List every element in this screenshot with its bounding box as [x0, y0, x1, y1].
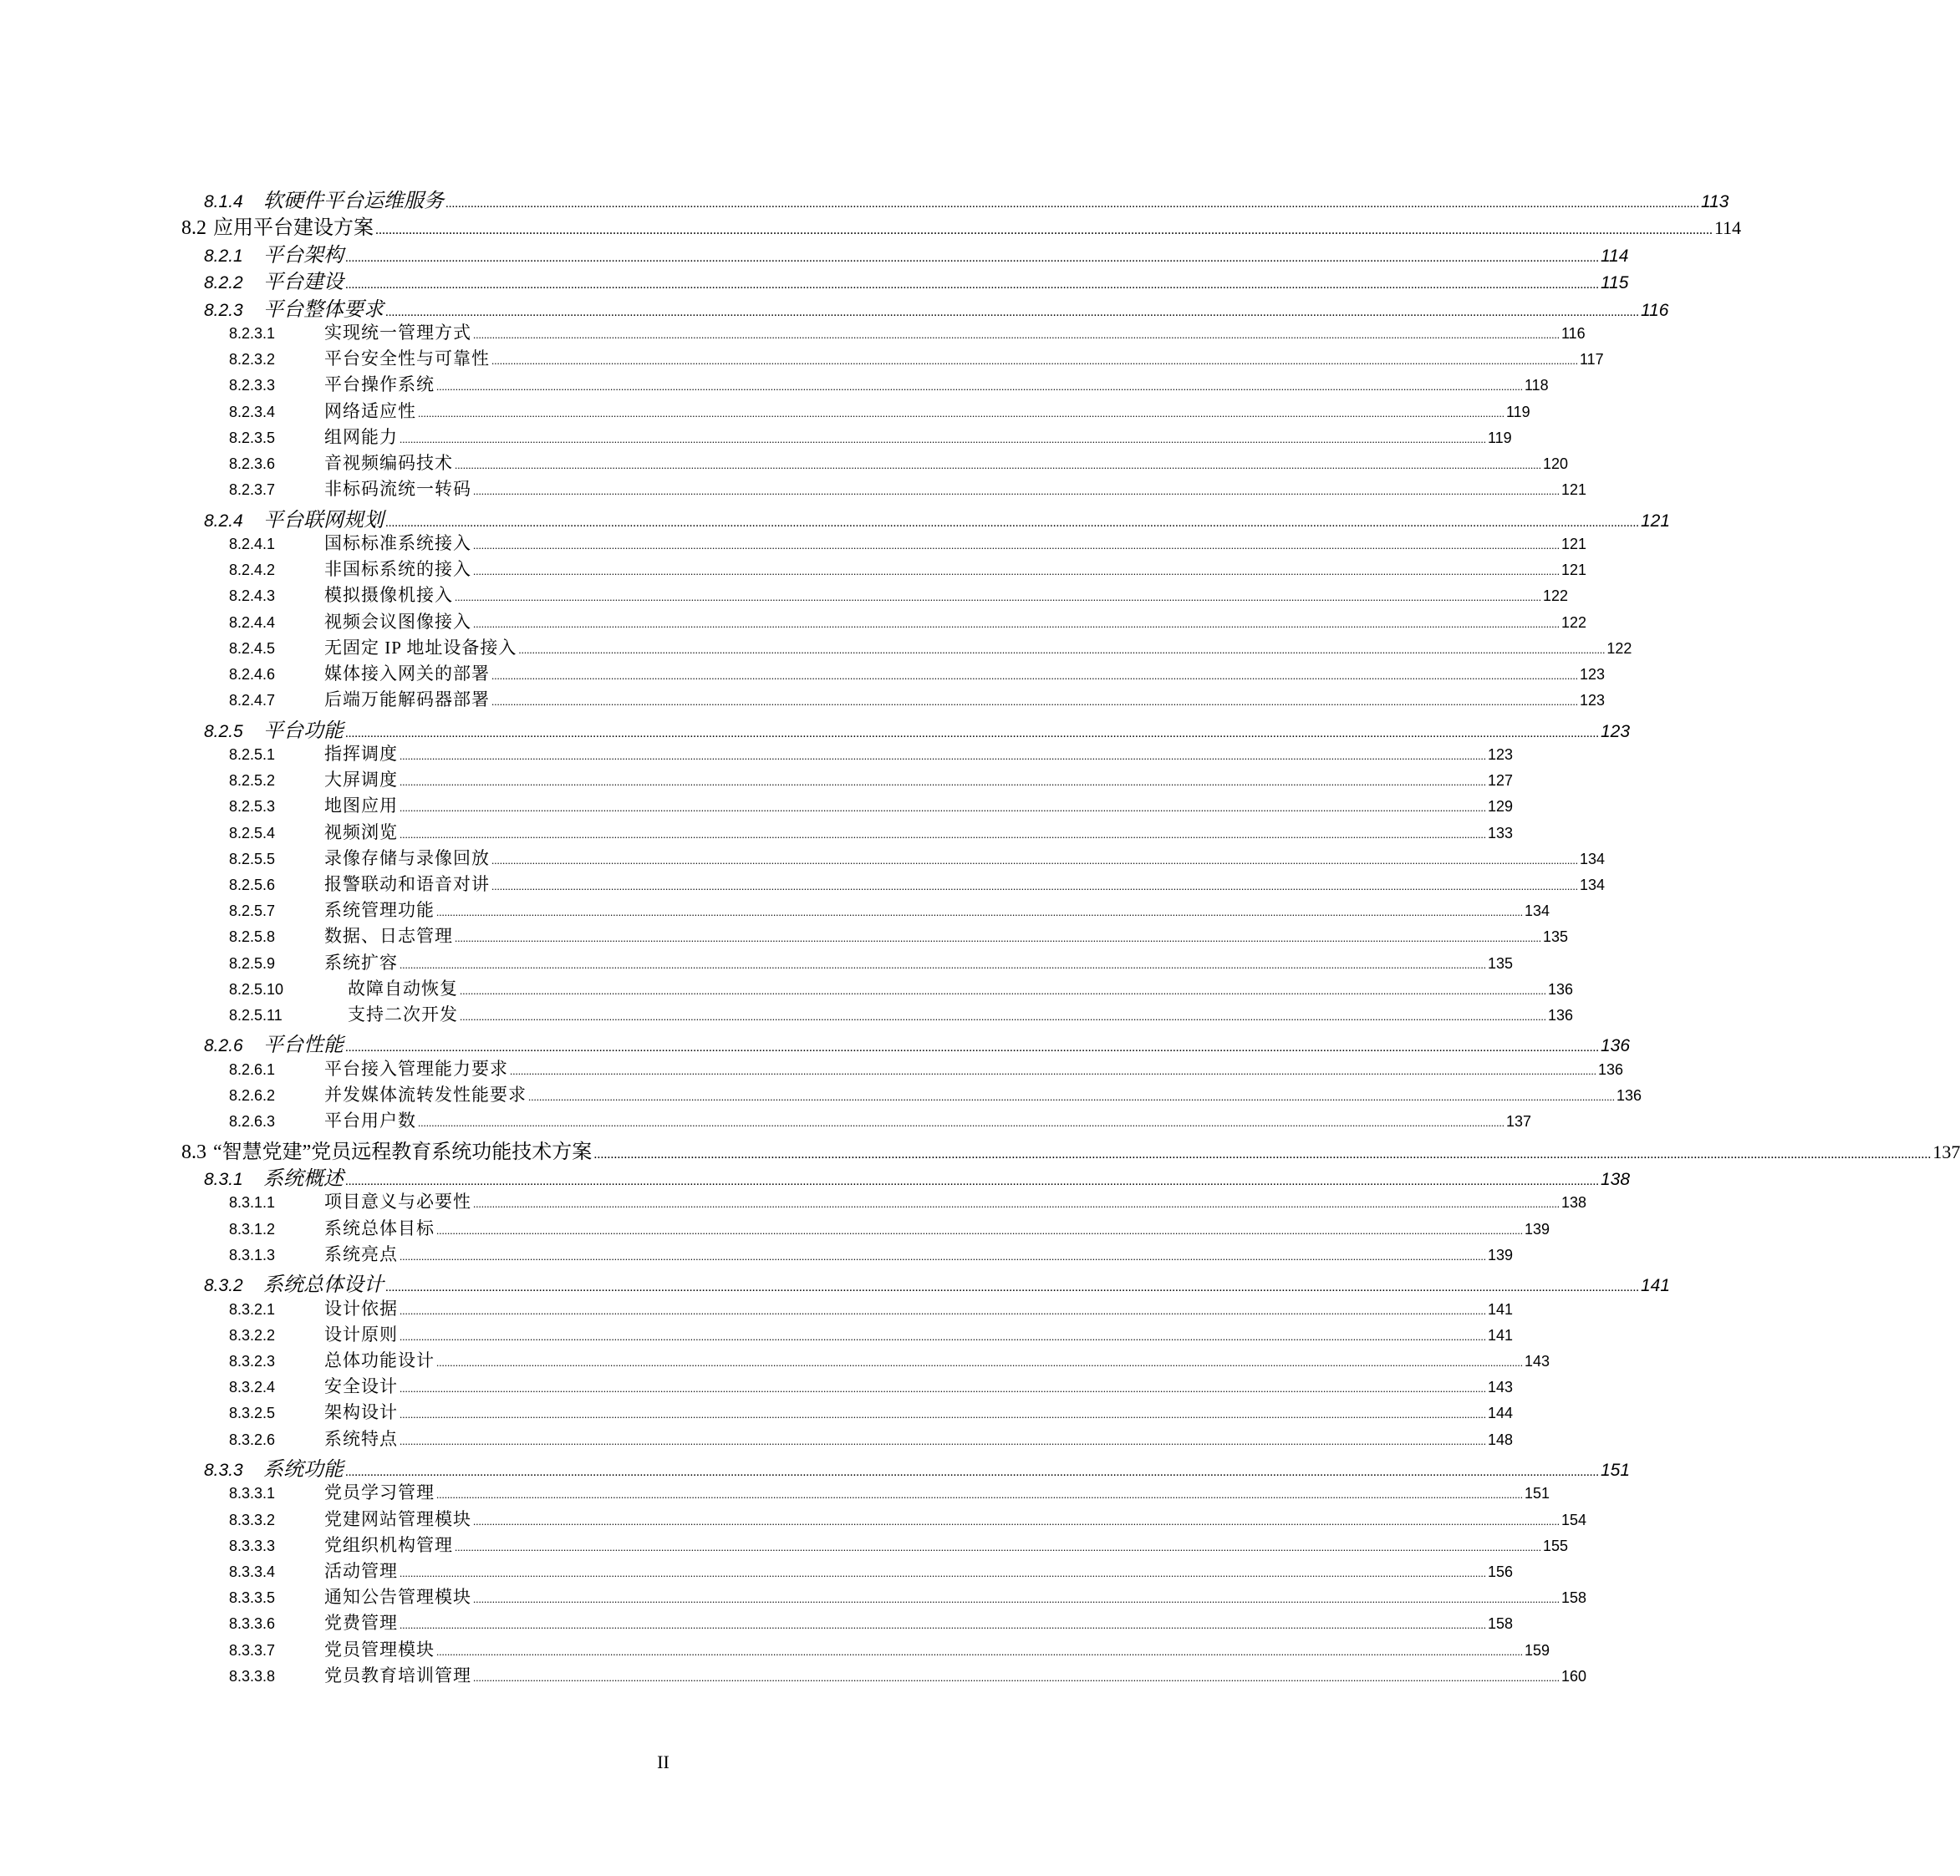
toc-entry-page-number: 123	[1580, 692, 1606, 709]
toc-entry-level-4[interactable]	[229, 819, 1514, 845]
toc-entry-number: 8.2.3	[204, 301, 243, 320]
toc-entry-level-4[interactable]	[229, 1295, 1514, 1321]
toc-entry-number: 8.3.3.8	[229, 1668, 276, 1685]
toc-entry-title: 应用平台建设方案	[213, 217, 374, 239]
toc-entry-level-4[interactable]	[229, 1347, 1550, 1373]
toc-entry-page-number: 116	[1641, 301, 1669, 320]
toc-entry-page-number: 141	[1488, 1301, 1514, 1318]
toc-dot-leader: ................................................................................................................................................................................................................................................................................................................................................................................................................	[436, 1488, 1523, 1501]
toc-dot-leader: ................................................................................................................................................................................................................................................................................................................................................................................................................	[460, 1010, 1546, 1023]
toc-entry-level-4[interactable]	[229, 1426, 1514, 1451]
toc-dot-leader: ................................................................................................................................................................................................................................................................................................................................................................................................................	[400, 1408, 1486, 1421]
toc-entry-level-4[interactable]	[229, 1532, 1569, 1558]
toc-entry-level-4[interactable]	[229, 1055, 1624, 1081]
toc-entry-title: 系统功能	[263, 1459, 344, 1481]
toc-entry-page-number: 136	[1548, 1007, 1574, 1024]
toc-entry-title: 平台联网规划	[263, 510, 384, 531]
toc-entry-number: 8.3.3.3	[229, 1538, 276, 1554]
toc-entry-page-number: 137	[1506, 1113, 1532, 1130]
toc-entry-page-number: 113	[1701, 192, 1729, 211]
toc-dot-leader: ................................................................................................................................................................................................................................................................................................................................................................................................................	[400, 958, 1486, 971]
toc-dot-leader: ................................................................................................................................................................................................................................................................................................................................................................................................................	[385, 516, 1639, 530]
toc-entry-title: 项目意义与必要性	[324, 1192, 471, 1212]
toc-entry-title: 模拟摄像机接入	[324, 585, 453, 605]
toc-entry-number: 8.3.3	[204, 1461, 243, 1480]
toc-dot-leader: ................................................................................................................................................................................................................................................................................................................................................................................................................	[491, 854, 1578, 867]
toc-entry-number: 8.2.5	[204, 722, 243, 741]
toc-dot-leader: ................................................................................................................................................................................................................................................................................................................................................................................................................	[473, 1515, 1560, 1528]
toc-entry-number: 8.3.1.1	[229, 1194, 276, 1211]
toc-entry-level-4[interactable]	[229, 1373, 1514, 1399]
toc-entry-title: 系统总体设计	[263, 1274, 384, 1296]
toc-dot-leader: ................................................................................................................................................................................................................................................................................................................................................................................................................	[436, 1224, 1523, 1237]
toc-entry-page-number: 119	[1506, 404, 1530, 420]
toc-entry-level-4[interactable]	[229, 792, 1514, 818]
toc-entry-title: 设计原则	[324, 1324, 398, 1345]
toc-entry-title: 网络适应性	[324, 401, 416, 421]
toc-entry-level-4[interactable]	[229, 398, 1530, 424]
toc-entry-number: 8.2.5.9	[229, 955, 276, 972]
toc-entry-title: 系统总体目标	[324, 1218, 435, 1238]
toc-entry-page-number: 160	[1561, 1668, 1587, 1685]
toc-entry-level-4[interactable]	[229, 475, 1587, 501]
toc-dot-leader: ................................................................................................................................................................................................................................................................................................................................................................................................................	[385, 1281, 1639, 1294]
toc-entry-level-4[interactable]	[229, 424, 1512, 450]
toc-entry-level-4[interactable]	[229, 319, 1586, 345]
toc-entry-page-number: 136	[1598, 1061, 1624, 1078]
toc-entry-number: 8.2.4.4	[229, 614, 276, 631]
toc-entry-page-number: 120	[1543, 455, 1569, 472]
toc-entry-page-number: 154	[1561, 1512, 1587, 1528]
toc-entry-page-number: 144	[1488, 1405, 1514, 1421]
toc-entry-page-number: 122	[1543, 587, 1569, 604]
toc-entry-number: 8.2.3.4	[229, 404, 276, 420]
toc-entry-title: 平台整体要求	[263, 299, 384, 321]
toc-entry-page-number: 114	[1601, 247, 1629, 266]
toc-dot-leader: ................................................................................................................................................................................................................................................................................................................................................................................................................	[418, 407, 1504, 419]
toc-entry-title: 国标标准系统接入	[324, 533, 471, 553]
toc-entry-page-number: 141	[1488, 1327, 1514, 1344]
toc-entry-page-number: 151	[1525, 1485, 1550, 1502]
toc-dot-leader: ................................................................................................................................................................................................................................................................................................................................................................................................................	[400, 775, 1486, 788]
toc-entry-number: 8.2.6.2	[229, 1087, 276, 1104]
toc-entry-title: 系统扩容	[324, 953, 398, 973]
toc-entry-level-4[interactable]	[229, 686, 1606, 712]
toc-entry-page-number: 134	[1580, 877, 1606, 893]
toc-entry-number: 8.2.4.2	[229, 562, 276, 578]
toc-entry-number: 8.2.5.6	[229, 877, 276, 893]
toc-entry-page-number: 158	[1561, 1589, 1587, 1606]
toc-entry-level-4[interactable]	[229, 923, 1569, 948]
toc-entry-level-4[interactable]	[229, 1399, 1514, 1425]
toc-entry-number: 8.2.5.4	[229, 825, 276, 841]
toc-entry-title: 党员管理模块	[324, 1640, 435, 1660]
toc-entry-level-4[interactable]	[229, 660, 1606, 686]
toc-entry-page-number: 134	[1580, 851, 1606, 867]
toc-entry-level-3[interactable]	[204, 1268, 1671, 1296]
toc-entry-page-number: 156	[1488, 1563, 1514, 1580]
toc-entry-number: 8.3.3.4	[229, 1563, 276, 1580]
toc-entry-number: 8.2.3.2	[229, 351, 276, 368]
toc-entry-level-4[interactable]	[229, 1321, 1514, 1347]
toc-entry-level-4[interactable]	[229, 897, 1550, 923]
toc-entry-title: 非国标系统的接入	[324, 559, 471, 579]
toc-entry-page-number: 121	[1561, 536, 1587, 552]
toc-dot-leader: ................................................................................................................................................................................................................................................................................................................................................................................................................	[491, 880, 1578, 892]
toc-dot-leader: ................................................................................................................................................................................................................................................................................................................................................................................................................	[473, 539, 1560, 552]
toc-entry-level-4[interactable]	[229, 1479, 1550, 1505]
toc-entry-number: 8.2.5.11	[229, 1007, 283, 1024]
toc-dot-leader: ................................................................................................................................................................................................................................................................................................................................................................................................................	[528, 1091, 1615, 1103]
toc-entry-page-number: 141	[1641, 1276, 1671, 1295]
toc-entry-number: 8.2.5.8	[229, 928, 276, 945]
toc-dot-leader: ................................................................................................................................................................................................................................................................................................................................................................................................................	[436, 906, 1523, 918]
toc-entry-title: 系统亮点	[324, 1244, 398, 1264]
toc-entry-level-4[interactable]	[229, 1107, 1532, 1133]
toc-entry-title: 后端万能解码器部署	[324, 689, 490, 709]
toc-entry-number: 8.2	[181, 217, 206, 239]
toc-entry-title: 总体功能设计	[324, 1350, 435, 1370]
toc-dot-leader: ................................................................................................................................................................................................................................................................................................................................................................................................................	[455, 1541, 1541, 1553]
toc-entry-page-number: 123	[1488, 746, 1514, 763]
toc-entry-number: 8.2.4.3	[229, 587, 276, 604]
toc-entry-level-2[interactable]	[181, 1135, 1960, 1163]
toc-entry-page-number: 121	[1561, 562, 1587, 578]
toc-dot-leader: ................................................................................................................................................................................................................................................................................................................................................................................................................	[455, 932, 1541, 944]
toc-dot-leader: ................................................................................................................................................................................................................................................................................................................................................................................................................	[473, 1593, 1560, 1605]
toc-entry-title: 音视频编码技术	[324, 453, 453, 473]
toc-entry-title: 平台功能	[263, 720, 344, 742]
toc-entry-number: 8.2.4	[204, 511, 243, 531]
toc-entry-page-number: 137	[1932, 1141, 1960, 1162]
toc-entry-title: 媒体接入网关的部署	[324, 663, 490, 684]
toc-dot-leader: ................................................................................................................................................................................................................................................................................................................................................................................................................	[385, 306, 1639, 319]
toc-dot-leader: ................................................................................................................................................................................................................................................................................................................................................................................................................	[473, 1671, 1560, 1684]
toc-dot-leader: ................................................................................................................................................................................................................................................................................................................................................................................................................	[510, 1065, 1596, 1077]
toc-entry-page-number: 135	[1488, 955, 1514, 972]
toc-entry-page-number: 121	[1641, 511, 1671, 531]
toc-entry-level-4[interactable]	[229, 582, 1569, 608]
toc-entry-number: 8.2.5.7	[229, 902, 276, 919]
toc-entry-number: 8.2.4.7	[229, 692, 276, 709]
toc-dot-leader: ................................................................................................................................................................................................................................................................................................................................................................................................................	[491, 695, 1578, 708]
toc-entry-title: 党组织机构管理	[324, 1535, 453, 1555]
toc-entry-title: 党费管理	[324, 1613, 398, 1633]
toc-entry-title: 平台性能	[263, 1035, 344, 1056]
toc-entry-page-number: 135	[1543, 928, 1569, 945]
toc-entry-number: 8.2.3.6	[229, 455, 276, 472]
toc-entry-page-number: 158	[1488, 1615, 1514, 1632]
toc-entry-title: 支持二次开发	[348, 1004, 458, 1024]
toc-entry-title: 视频会议图像接入	[324, 612, 471, 632]
toc-entry-number: 8.2.4.1	[229, 536, 276, 552]
toc-entry-page-number: 123	[1601, 722, 1631, 741]
toc-entry-level-3[interactable]	[204, 1028, 1631, 1056]
toc-entry-page-number: 139	[1525, 1221, 1550, 1238]
toc-entry-level-4[interactable]	[229, 740, 1514, 766]
toc-entry-title: 活动管理	[324, 1561, 398, 1581]
toc-entry-page-number: 148	[1488, 1431, 1514, 1448]
toc-entry-number: 8.2.1	[204, 247, 243, 266]
toc-entry-title: 平台接入管理能力要求	[324, 1059, 508, 1079]
toc-dot-leader: ................................................................................................................................................................................................................................................................................................................................................................................................................	[418, 1116, 1504, 1129]
toc-entry-page-number: 121	[1561, 481, 1587, 498]
toc-entry-title: 通知公告管理模块	[324, 1587, 471, 1607]
toc-entry-number: 8.2.5.5	[229, 851, 276, 867]
toc-entry-level-4[interactable]	[229, 1001, 1574, 1027]
toc-entry-title: 设计依据	[324, 1299, 398, 1319]
toc-dot-leader: ................................................................................................................................................................................................................................................................................................................................................................................................................	[436, 380, 1523, 393]
toc-entry-page-number: 138	[1601, 1170, 1631, 1189]
toc-entry-title: 安全设计	[324, 1376, 398, 1396]
toc-dot-leader: ................................................................................................................................................................................................................................................................................................................................................................................................................	[345, 1466, 1599, 1479]
toc-entry-level-3[interactable]	[204, 292, 1669, 321]
toc-dot-leader: ................................................................................................................................................................................................................................................................................................................................................................................................................	[400, 1567, 1486, 1579]
toc-dot-leader: ................................................................................................................................................................................................................................................................................................................................................................................................................	[473, 328, 1560, 341]
toc-entry-page-number: 136	[1601, 1036, 1631, 1055]
toc-entry-title: 架构设计	[324, 1402, 398, 1422]
toc-dot-leader: ................................................................................................................................................................................................................................................................................................................................................................................................................	[400, 750, 1486, 762]
toc-dot-leader: ................................................................................................................................................................................................................................................................................................................................................................................................................	[473, 485, 1560, 497]
toc-dot-leader: ................................................................................................................................................................................................................................................................................................................................................................................................................	[518, 643, 1606, 656]
toc-entry-number: 8.3.3.5	[229, 1589, 276, 1606]
toc-entry-number: 8.3.1.3	[229, 1247, 276, 1263]
toc-entry-level-3[interactable]	[204, 714, 1631, 742]
toc-entry-level-3[interactable]	[204, 184, 1729, 212]
toc-entry-level-4[interactable]	[229, 1584, 1587, 1609]
toc-entry-number: 8.2.3.1	[229, 325, 276, 342]
toc-entry-title: 无固定 IP 地址设备接入	[324, 638, 517, 658]
toc-entry-title: 系统特点	[324, 1429, 398, 1449]
toc-entry-level-4[interactable]	[229, 371, 1549, 397]
toc-entry-title: 组网能力	[324, 427, 398, 447]
page-number-footer: II	[657, 1751, 669, 1772]
toc-entry-level-4[interactable]	[229, 1662, 1587, 1688]
toc-entry-number: 8.3.1	[204, 1170, 243, 1189]
toc-entry-title: 党员教育培训管理	[324, 1665, 471, 1685]
toc-entry-number: 8.3.2.6	[229, 1431, 276, 1448]
toc-dot-leader: ................................................................................................................................................................................................................................................................................................................................................................................................................	[345, 1041, 1599, 1055]
toc-dot-leader: ................................................................................................................................................................................................................................................................................................................................................................................................................	[436, 1645, 1523, 1658]
toc-dot-leader: ................................................................................................................................................................................................................................................................................................................................................................................................................	[473, 1197, 1560, 1210]
toc-entry-page-number: 117	[1580, 351, 1604, 368]
toc-entry-level-4[interactable]	[229, 975, 1574, 1001]
toc-entry-title: 数据、日志管理	[324, 926, 453, 946]
toc-entry-number: 8.2.3.7	[229, 481, 276, 498]
toc-entry-title: 指挥调度	[324, 744, 398, 764]
toc-entry-level-4[interactable]	[229, 608, 1587, 634]
toc-entry-number: 8.2.4.5	[229, 640, 276, 657]
toc-entry-page-number: 134	[1525, 902, 1550, 919]
toc-entry-number: 8.3.3.7	[229, 1642, 276, 1659]
toc-entry-level-3[interactable]	[204, 503, 1671, 531]
toc-entry-number: 8.3.2	[204, 1276, 243, 1295]
toc-entry-number: 8.3.2.5	[229, 1405, 276, 1421]
toc-entry-level-4[interactable]	[229, 949, 1514, 975]
toc-entry-page-number: 136	[1548, 981, 1574, 998]
toc-entry-title: 平台架构	[263, 245, 344, 267]
toc-entry-page-number: 118	[1525, 377, 1549, 394]
toc-entry-title: 录像存储与录像回放	[324, 848, 490, 868]
toc-entry-number: 8.2.5.10	[229, 981, 284, 998]
toc-dot-leader: ................................................................................................................................................................................................................................................................................................................................................................................................................	[473, 565, 1560, 577]
toc-dot-leader: ................................................................................................................................................................................................................................................................................................................................................................................................................	[345, 727, 1599, 740]
toc-entry-title: 并发媒体流转发性能要求	[324, 1085, 527, 1105]
toc-entry-number: 8.3.2.4	[229, 1379, 276, 1396]
toc-entry-page-number: 127	[1488, 772, 1514, 789]
toc-entry-title: 党建网站管理模块	[324, 1509, 471, 1529]
toc-dot-leader: ................................................................................................................................................................................................................................................................................................................................................................................................................	[445, 197, 1699, 211]
toc-entry-page-number: 136	[1616, 1087, 1642, 1104]
toc-dot-leader: ................................................................................................................................................................................................................................................................................................................................................................................................................	[400, 1304, 1486, 1317]
toc-entry-number: 8.2.5.2	[229, 772, 276, 789]
toc-entry-level-4[interactable]	[229, 1558, 1514, 1584]
toc-entry-number: 8.3	[181, 1141, 206, 1163]
toc-entry-title: 平台建设	[263, 272, 344, 293]
toc-dot-leader: ................................................................................................................................................................................................................................................................................................................................................................................................................	[491, 669, 1578, 682]
toc-entry-page-number: 129	[1488, 798, 1514, 815]
toc-entry-level-4[interactable]	[229, 1609, 1514, 1635]
toc-entry-level-4[interactable]	[229, 766, 1514, 792]
toc-entry-level-3[interactable]	[204, 1452, 1631, 1481]
toc-dot-leader: ................................................................................................................................................................................................................................................................................................................................................................................................................	[400, 1382, 1486, 1395]
toc-entry-page-number: 114	[1714, 217, 1742, 238]
toc-entry-level-4[interactable]	[229, 450, 1569, 475]
toc-entry-page-number: 116	[1561, 325, 1586, 342]
toc-entry-page-number: 122	[1561, 614, 1587, 631]
toc-entry-number: 8.2.3.3	[229, 377, 276, 394]
toc-entry-title: 党员学习管理	[324, 1482, 435, 1502]
toc-entry-page-number: 159	[1525, 1642, 1550, 1659]
toc-entry-title: 平台安全性与可靠性	[324, 348, 490, 369]
toc-entry-number: 8.2.3.5	[229, 430, 276, 446]
toc-entry-level-4[interactable]	[229, 845, 1606, 871]
toc-entry-number: 8.3.3.2	[229, 1512, 276, 1528]
toc-entry-level-2[interactable]	[181, 211, 1742, 239]
toc-entry-page-number: 143	[1488, 1379, 1514, 1396]
toc-dot-leader: ................................................................................................................................................................................................................................................................................................................................................................................................................	[491, 354, 1578, 367]
toc-entry-level-4[interactable]	[229, 1636, 1550, 1662]
toc-entry-level-4[interactable]	[229, 556, 1587, 582]
toc-entry-number: 8.2.6.1	[229, 1061, 276, 1078]
toc-entry-title: 故障自动恢复	[348, 979, 458, 999]
toc-dot-leader: ................................................................................................................................................................................................................................................................................................................................................................................................................	[460, 984, 1546, 997]
toc-dot-leader: ................................................................................................................................................................................................................................................................................................................................................................................................................	[473, 618, 1560, 630]
toc-entry-number: 8.3.3.1	[229, 1485, 276, 1502]
toc-dot-leader: ................................................................................................................................................................................................................................................................................................................................................................................................................	[345, 1175, 1599, 1188]
toc-entry-level-4[interactable]	[229, 1215, 1550, 1241]
toc-entry-number: 8.2.5.3	[229, 798, 276, 815]
toc-entry-page-number: 133	[1488, 825, 1514, 841]
toc-entry-level-4[interactable]	[229, 1241, 1514, 1267]
toc-dot-leader: ................................................................................................................................................................................................................................................................................................................................................................................................................	[436, 1356, 1523, 1369]
toc-entry-page-number: 139	[1488, 1247, 1514, 1263]
toc-entry-page-number: 138	[1561, 1194, 1587, 1211]
toc-dot-leader: ................................................................................................................................................................................................................................................................................................................................................................................................................	[345, 252, 1599, 265]
toc-entry-page-number: 155	[1543, 1538, 1569, 1554]
toc-entry-level-4[interactable]	[229, 871, 1606, 897]
toc-entry-number: 8.3.1.2	[229, 1221, 276, 1238]
toc-entry-number: 8.2.5.1	[229, 746, 276, 763]
toc-entry-number: 8.1.4	[204, 192, 243, 211]
toc-entry-number: 8.3.2.1	[229, 1301, 276, 1318]
toc-entry-page-number: 115	[1601, 273, 1629, 292]
toc-entry-page-number: 151	[1601, 1461, 1631, 1480]
toc-dot-leader: ................................................................................................................................................................................................................................................................................................................................................................................................................	[400, 433, 1486, 445]
toc-dot-leader: ................................................................................................................................................................................................................................................................................................................................................................................................................	[400, 1250, 1486, 1263]
toc-dot-leader: ................................................................................................................................................................................................................................................................................................................................................................................................................	[400, 1435, 1486, 1447]
toc-dot-leader: ................................................................................................................................................................................................................................................................................................................................................................................................................	[400, 828, 1486, 841]
toc-entry-title: “智慧党建”党员远程教育系统功能技术方案	[213, 1141, 593, 1163]
toc-entry-level-4[interactable]	[229, 530, 1587, 556]
toc-entry-level-4[interactable]	[229, 1506, 1587, 1532]
toc-dot-leader: ................................................................................................................................................................................................................................................................................................................................................................................................................	[375, 223, 1713, 237]
toc-entry-title: 平台操作系统	[324, 374, 435, 394]
toc-dot-leader: ................................................................................................................................................................................................................................................................................................................................................................................................................	[400, 1330, 1486, 1343]
toc-entry-title: 视频浏览	[324, 822, 398, 842]
toc-entry-level-4[interactable]	[229, 634, 1632, 660]
toc-dot-leader: ................................................................................................................................................................................................................................................................................................................................................................................................................	[455, 459, 1541, 471]
toc-entry-title: 大屏调度	[324, 770, 398, 790]
toc-dot-leader: ................................................................................................................................................................................................................................................................................................................................................................................................................	[455, 591, 1541, 603]
toc-entry-number: 8.2.2	[204, 273, 243, 292]
toc-entry-page-number: 143	[1525, 1353, 1550, 1370]
toc-entry-level-3[interactable]	[204, 265, 1629, 293]
toc-entry-number: 8.3.2.3	[229, 1353, 276, 1370]
toc-entry-page-number: 119	[1488, 430, 1512, 446]
toc-dot-leader: ................................................................................................................................................................................................................................................................................................................................................................................................................	[593, 1147, 1932, 1162]
toc-entry-title: 地图应用	[324, 796, 398, 816]
toc-entry-level-3[interactable]	[204, 1162, 1631, 1190]
toc-dot-leader: ................................................................................................................................................................................................................................................................................................................................................................................................................	[400, 1619, 1486, 1631]
toc-dot-leader: ................................................................................................................................................................................................................................................................................................................................................................................................................	[345, 278, 1599, 292]
toc-dot-leader: ................................................................................................................................................................................................................................................................................................................................................................................................................	[400, 801, 1486, 814]
toc-entry-title: 系统管理功能	[324, 900, 435, 920]
toc-entry-page-number: 123	[1580, 666, 1606, 683]
toc-entry-title: 软硬件平台运维服务	[263, 191, 444, 212]
toc-entry-number: 8.2.4.6	[229, 666, 276, 683]
toc-entry-level-4[interactable]	[229, 1188, 1587, 1214]
toc-entry-number: 8.3.3.6	[229, 1615, 276, 1632]
toc-entry-level-4[interactable]	[229, 345, 1604, 371]
toc-entry-title: 报警联动和语音对讲	[324, 874, 490, 894]
toc-entry-page-number: 122	[1606, 640, 1632, 657]
toc-entry-title: 非标码流统一转码	[324, 479, 471, 499]
toc-entry-number: 8.2.6	[204, 1036, 243, 1055]
toc-entry-level-4[interactable]	[229, 1081, 1642, 1107]
toc-entry-number: 8.3.2.2	[229, 1327, 276, 1344]
toc-entry-number: 8.2.6.3	[229, 1113, 276, 1130]
toc-entry-title: 系统概述	[263, 1168, 344, 1190]
toc-entry-title: 平台用户数	[324, 1111, 416, 1131]
toc-entry-title: 实现统一管理方式	[324, 323, 471, 343]
toc-entry-level-3[interactable]	[204, 238, 1629, 267]
